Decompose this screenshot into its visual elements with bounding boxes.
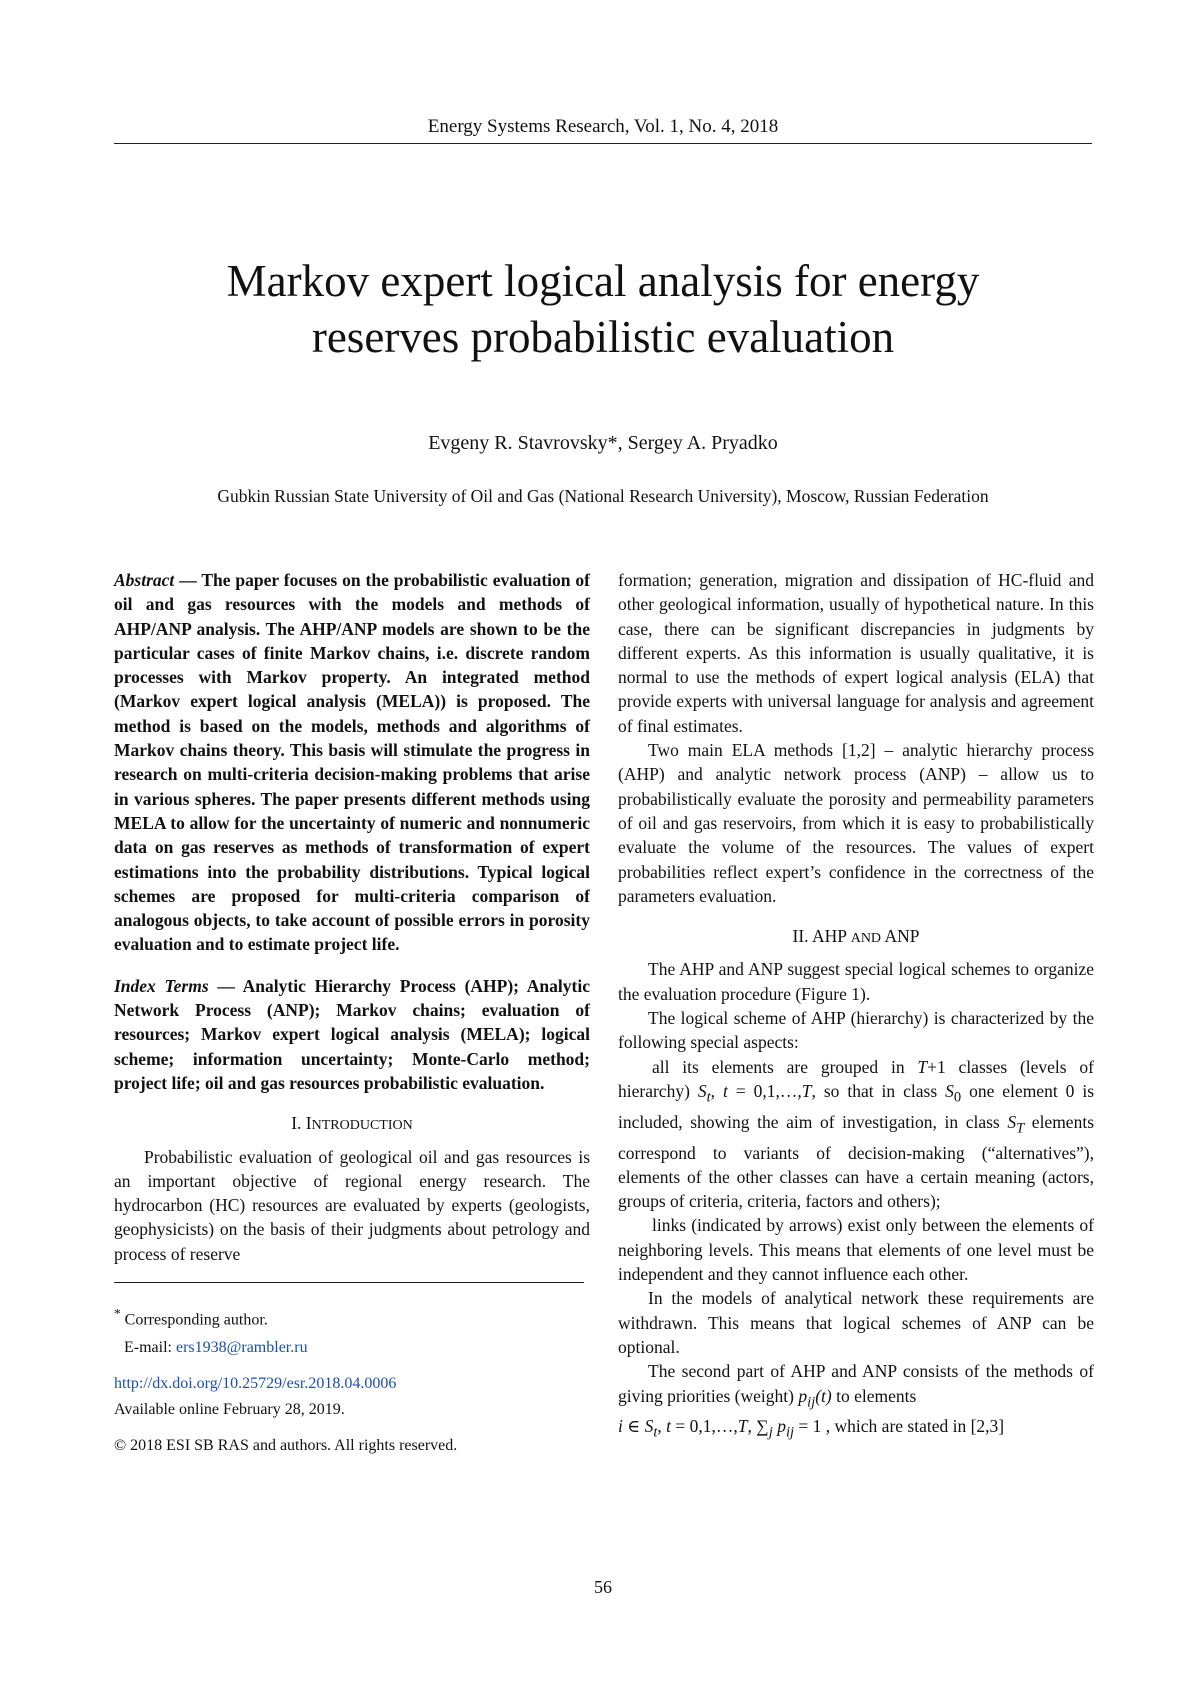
paragraph-formation: formation; generation, migration and dissipation of HC-fluid and other geological information, usually of hypothetical nature. In this case, there can be significant discrepancies in judgments by different experts. As this information is usually qualitative, it is normal to use the methods of expert logical analysis (ELA) that provide experts with universal language for analysis and agreement of final estimates.	[618, 570, 1094, 736]
paragraph-anp: In the models of analytical network these requirements are withdrawn. This means that logical schemes of ANP can be optional.	[618, 1288, 1094, 1357]
section2-part-c: ANP	[881, 926, 920, 947]
p5-c: ,	[710, 1080, 723, 1101]
index-terms-text: — Analytic Hierarchy Process (AHP); Analytic Network Process (ANP); Markov chains; evaluation of resources; Markov expert logical analysis (MELA); logical scheme; information uncertainty; Monte-Carlo method; project life; oil and gas resources probabilistic evaluation.	[114, 975, 590, 1093]
index-terms-label: Index Terms	[114, 975, 209, 996]
p5-0: 0	[953, 1089, 962, 1106]
section-heading-ahp-anp	[618, 924, 1094, 951]
p5-f: one element 0 is included, showing the aim of investigation, in class	[618, 1080, 1095, 1132]
corresponding-text: Corresponding author.	[120, 1311, 268, 1329]
header-rule	[114, 143, 1092, 144]
p9-c: = 0,1,…,	[671, 1416, 738, 1437]
p9-b: ,	[657, 1416, 667, 1437]
paragraph-logical-schemes: The AHP and ANP suggest special logical schemes to organize the evaluation procedure (Figure 1).	[618, 959, 1094, 1004]
section2-part-a: II. AHP	[792, 926, 851, 947]
p8-a: The second part of AHP and ANP consists of the methods of giving priorities (weight)	[618, 1361, 1094, 1406]
section-numeral: I. I	[291, 1113, 312, 1134]
aspect-classes	[618, 1055, 1094, 1214]
p5-S: S	[697, 1080, 707, 1101]
copyright: © 2018 ESI SB RAS and authors. All rights reserved.	[114, 1437, 458, 1455]
p5-T2: T	[801, 1080, 812, 1101]
abstract-text: — The paper focuses on the probabilistic evaluation of oil and gas resources with the models and methods of AHP/ANP analysis. The AHP/ANP models are shown to be the particular cases of finite Markov chains, i.e. discrete random processes with Markov property. An integrated method (Markov expert logical analysis (MELA)) is proposed. The method is based on the models, methods and algorithms of Markov chains theory. This basis will stimulate the progress in research on multi-criteria decision-making problems that arise in various spheres. The paper presents different methods using MELA to allow for the uncertainty of numeric and nonnumeric data on gas reserves as methods of transformation of expert estimations into the probability distributions. Typical logical schemes are proposed for multi-criteria comparison of analogous objects, to take account of possible errors in porosity evaluation and to estimate project life.	[114, 570, 590, 955]
p9-sum: , ∑	[747, 1416, 769, 1437]
email-label: E-mail:	[124, 1339, 176, 1357]
introduction-paragraph: Probabilistic evaluation of geological oil and gas resources is an important objective of regional energy research. The hydrocarbon (HC) resources are evaluated by experts (geologists, geophysicists) on the basis of their judgments about petrology and process of reserve	[114, 1146, 590, 1264]
page-number: 56	[594, 1577, 612, 1597]
footnote-rule	[114, 1282, 584, 1283]
right-column	[618, 568, 1094, 1445]
p5-S0: S	[945, 1080, 954, 1101]
authors: Evgeny R. Stavrovsky*, Sergey A. Pryadko	[428, 432, 778, 454]
p5-Tsub: T	[1016, 1120, 1025, 1137]
p9-p: p	[772, 1416, 786, 1437]
p9-T: T	[737, 1416, 748, 1437]
p5-T1: T	[917, 1056, 928, 1077]
p9-e: = 1 , which are stated in [2,3]	[794, 1416, 1005, 1437]
p8-ij: ij	[807, 1394, 816, 1410]
index-terms	[114, 974, 590, 1095]
section-heading-introduction	[114, 1111, 590, 1138]
aspect-links: links (indicated by arrows) exist only between the elements of neighboring levels. This means that elements of one level must be independent and they cannot influence each other.	[618, 1215, 1094, 1285]
title-line-1: Markov expert logical analysis for energy	[226, 256, 980, 306]
p9-j: j	[768, 1424, 773, 1441]
available-online: Available online February 28, 2019.	[114, 1401, 345, 1419]
p8-p: p	[798, 1385, 808, 1406]
paper-title	[114, 253, 1092, 365]
left-column	[114, 568, 590, 1457]
section-title-rest: NTRODUCTION	[311, 1118, 413, 1134]
p5-d: = 0,1,…,	[727, 1080, 802, 1101]
p8-tt: (t)	[815, 1385, 832, 1406]
section2-part-b: AND	[850, 931, 882, 947]
email-line	[114, 1337, 590, 1359]
p9-S: S	[644, 1416, 654, 1437]
p5-a: all its elements are grouped in	[652, 1056, 918, 1077]
p9-ij: ij	[785, 1424, 795, 1441]
p9-i: i	[618, 1416, 623, 1437]
doi-link[interactable]: http://dx.doi.org/10.25729/esr.2018.04.0006	[114, 1375, 397, 1393]
p9-t: t	[653, 1424, 658, 1441]
p9-t2: t	[666, 1416, 672, 1437]
p5-g: elements correspond to variants of decision-making (“alternatives”), elements of the other classes can have a certain meaning (actors, groups of criteria, criteria, factors and others);	[618, 1111, 1094, 1212]
p5-ST: S	[1007, 1111, 1017, 1132]
abstract-label: Abstract	[114, 570, 175, 590]
abstract	[114, 568, 590, 957]
p8-b: to elements	[831, 1385, 917, 1406]
corresponding-author	[114, 1303, 590, 1331]
paragraph-priorities	[618, 1359, 1094, 1414]
p5-e: , so that in class	[811, 1080, 946, 1101]
p5-b: +1 classes (levels of hierarchy)	[618, 1056, 1094, 1101]
footnote-marker: *	[114, 1306, 121, 1322]
paragraph-ahp-aspects: The logical scheme of AHP (hierarchy) is characterized by the following special aspects:	[618, 1008, 1094, 1053]
formula-line	[618, 1414, 1094, 1445]
affiliation: Gubkin Russian State University of Oil and Gas (National Research University), Moscow, Russian Federation	[217, 486, 989, 506]
p5-t: t	[706, 1089, 711, 1106]
journal-header: Energy Systems Research, Vol. 1, No. 4, 2018	[427, 116, 779, 137]
title-line-2: reserves probabilistic evaluation	[311, 312, 895, 362]
paragraph-ela-methods: Two main ELA methods [1,2] – analytic hierarchy process (AHP) and analytic network process (ANP) – allow us to probabilistically evaluate the porosity and permeability parameters of oil and gas reservoirs, from which it is easy to probabilistically evaluate the volume of the resources. The values of expert probabilities reflect expert’s confidence in the correctness of the parameters evaluation.	[618, 740, 1094, 906]
p5-t2: t	[723, 1080, 728, 1101]
p9-a: ∈	[622, 1416, 645, 1437]
email-link[interactable]: ers1938@rambler.ru	[175, 1339, 308, 1357]
